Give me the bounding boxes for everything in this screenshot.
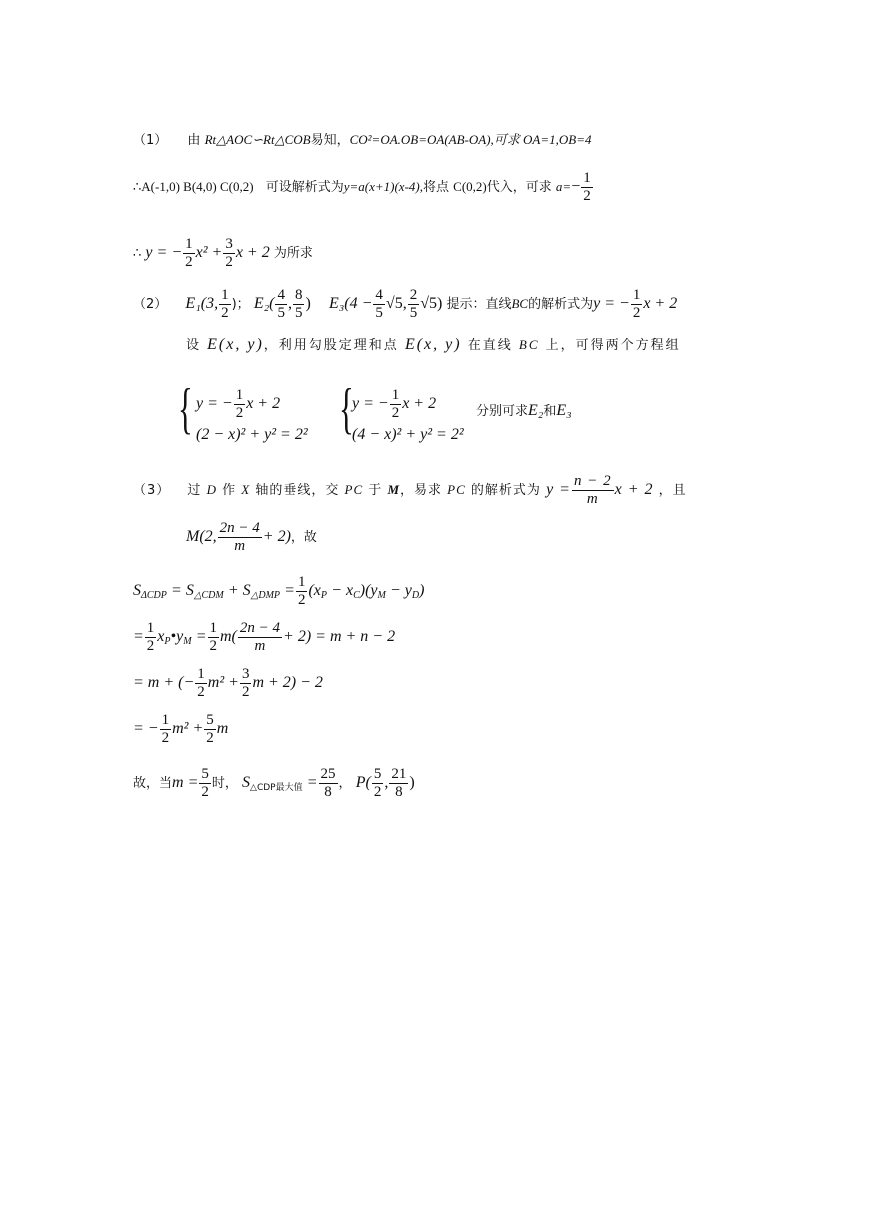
- fraction: [390, 387, 402, 422]
- system1-eq2: [196, 426, 308, 445]
- eq-lhs: y = −: [145, 244, 183, 261]
- final-line: 故，当m = $\frac{5}{2}$ 时， $S_{\triangle CDP最大值}$ = $\frac{25}{8}$ ， P( $\frac{5}{2}$ , $\frac{21}{8}$ ): [133, 766, 415, 800]
- eq-part: (x: [308, 582, 321, 599]
- text: 时，: [211, 776, 238, 791]
- line-eq-tail: x + 2: [643, 295, 678, 312]
- text: 轴的垂线，交: [255, 483, 340, 498]
- eq-part: y = −: [352, 395, 389, 412]
- frac-den: 2: [185, 254, 193, 270]
- fraction: [293, 287, 305, 322]
- text: ，利用勾股定理和点: [263, 338, 399, 353]
- frac-num: 2: [409, 287, 418, 303]
- frac-den: 2: [235, 405, 244, 421]
- frac-den: 2: [225, 254, 233, 270]
- fraction: [204, 712, 216, 747]
- subscript: ΔCDP: [141, 590, 167, 601]
- text: 于: [368, 483, 383, 498]
- calc-line3: [133, 666, 323, 701]
- part1-text-a: 由: [187, 133, 201, 148]
- fraction: [572, 473, 614, 508]
- eq-part: y =: [546, 481, 571, 498]
- e2-point: E₂(: [253, 295, 275, 312]
- fraction: [223, 236, 235, 271]
- frac-num: 5: [206, 712, 214, 728]
- eq-part: m² +: [172, 720, 204, 737]
- fraction: [275, 287, 287, 322]
- text: 的解析式为: [470, 483, 541, 498]
- frac-num: 8: [294, 287, 303, 303]
- fraction: [199, 766, 211, 801]
- fraction: [389, 766, 408, 801]
- frac-num: 1: [632, 287, 641, 303]
- frac-den: 8: [395, 784, 403, 800]
- eq-part: ): [419, 582, 425, 599]
- point-e: E(x, y): [404, 336, 462, 353]
- eq-part: + 2) = m + n − 2: [283, 628, 396, 645]
- fraction: [373, 287, 385, 322]
- eq-part: y = −: [196, 395, 233, 412]
- eq-part: m =: [172, 774, 199, 791]
- frac-den: 2: [632, 305, 641, 321]
- part1-text1: 可设解析式为: [265, 180, 344, 195]
- eq-part: = S: [171, 582, 194, 599]
- eq-part: = m + (−: [133, 674, 195, 691]
- text: ，: [338, 776, 352, 791]
- text: 故，当: [133, 776, 173, 791]
- eq-part: =: [306, 774, 318, 791]
- frac-den: 2: [221, 305, 229, 321]
- part3-line2: [186, 520, 317, 555]
- frac-den: 2: [391, 405, 400, 421]
- frac-den: m: [234, 538, 246, 554]
- frac-num: 2n − 4: [219, 520, 260, 536]
- text: ，故: [290, 530, 317, 545]
- subscript: △DMP: [250, 590, 281, 601]
- frac-den: 2: [197, 684, 205, 700]
- eq-part: − x: [331, 582, 354, 599]
- fraction: [631, 287, 643, 322]
- eq-part: •y: [170, 628, 184, 645]
- frac-num: n − 2: [573, 473, 612, 489]
- part1-point-c: C(0,2): [453, 179, 487, 194]
- line-pc: PC: [447, 482, 466, 497]
- text: 和: [543, 404, 557, 419]
- eq-part: ): [409, 774, 415, 791]
- part1-form: y=a(x+1)(x-4),: [343, 179, 423, 194]
- fraction: [238, 620, 282, 655]
- part1-line2: [133, 170, 594, 205]
- frac-den: 2: [241, 684, 250, 700]
- eq-part: m + 2) − 2: [252, 674, 323, 691]
- part1-text3: 代入，可求: [486, 180, 552, 195]
- part1-text-b: 易知，: [310, 133, 350, 148]
- eq-part: =: [133, 628, 144, 645]
- frac-den: 5: [375, 305, 383, 321]
- frac-num: 1: [583, 170, 591, 186]
- line-pc: PC: [344, 482, 364, 497]
- eq-part: =: [195, 628, 207, 645]
- eq-part: = −: [133, 720, 159, 737]
- frac-den: 2: [373, 784, 382, 800]
- text: 过: [187, 483, 202, 498]
- part1-line3: [133, 236, 313, 271]
- system-note: [476, 402, 572, 421]
- part1-neg: −: [571, 178, 581, 195]
- frac-num: 1: [146, 620, 155, 636]
- frac-num: 1: [297, 574, 306, 590]
- fraction: [160, 712, 172, 747]
- text: 在直线: [467, 338, 513, 353]
- frac-den: 2: [161, 730, 170, 746]
- text: 上，可得两个方程组: [545, 338, 681, 353]
- part1-equation: CO²=OA.OB=OA(AB-OA),可求 OA=1,OB=4: [349, 132, 592, 147]
- frac-num: 1: [185, 236, 193, 252]
- frac-den: 2: [209, 638, 217, 654]
- frac-den: 5: [409, 305, 418, 321]
- x-axis: X: [241, 482, 251, 497]
- hint-text: 提示：直线: [446, 297, 512, 312]
- subscript: P: [164, 636, 171, 647]
- text: 设: [186, 338, 202, 353]
- frac-den: 2: [146, 638, 155, 654]
- frac-den: 5: [294, 305, 303, 321]
- line-bc: BC: [511, 296, 529, 311]
- line-bc: BC: [518, 337, 540, 352]
- eq-part: x + 2: [402, 395, 437, 412]
- frac-num: 1: [209, 620, 217, 636]
- calc-line4: [133, 712, 228, 747]
- frac-den: 2: [201, 784, 209, 800]
- therefore-symbol: ∴: [133, 246, 142, 261]
- fraction: [183, 236, 195, 271]
- eq-tail: x + 2: [235, 244, 270, 261]
- frac-num: 4: [277, 287, 285, 303]
- fraction: [208, 620, 220, 655]
- fraction: [234, 387, 246, 422]
- frac-num: 3: [241, 666, 250, 682]
- left-brace-2: {: [339, 378, 354, 440]
- calc-line2: [133, 620, 395, 655]
- eq-part: (2 − x)² + y² = 2²: [196, 426, 308, 443]
- frac-num: 2n − 4: [239, 620, 281, 636]
- subscript: M: [377, 590, 386, 601]
- part1-similar-triangles: Rt△AOC∽Rt△COB: [204, 132, 311, 147]
- frac-den: 2: [583, 188, 591, 204]
- part1-a-fraction: [581, 170, 593, 205]
- subscript: △CDM: [193, 590, 224, 601]
- subscript: C: [353, 590, 360, 601]
- part2-line1: （2） E₁(3, $\frac{1}{2}$ )； E₂( $\frac{4}{5}$ , $\frac{8}{5}$ ) E₃(4 − $\frac{4}{5}$ √5, $\frac{2}{5}$ √5) 提示：直线BC的解析式为y = − $\frac{1}{2}$ x + 2: [133, 287, 678, 321]
- subscript: P: [320, 590, 328, 601]
- line-eq: y = −: [593, 295, 630, 312]
- eq-part: + 2): [262, 528, 291, 545]
- subscript: D: [411, 590, 420, 601]
- fraction: [372, 766, 384, 801]
- part1-points: A(-1,0) B(4,0) C(0,2): [141, 179, 254, 194]
- hint-text2: 的解析式为: [528, 297, 594, 312]
- part1-conclusion: 为所求: [273, 246, 313, 261]
- eq-part: m: [216, 720, 229, 737]
- e3-point: E₃(4 −: [328, 295, 373, 312]
- therefore-symbol: ∴: [133, 180, 142, 195]
- frac-den: 2: [206, 730, 214, 746]
- frac-den: m: [254, 638, 266, 654]
- fraction: [195, 666, 207, 701]
- fraction: [219, 287, 231, 322]
- eq-part: x + 2: [246, 395, 281, 412]
- separator: )；: [231, 297, 250, 312]
- part1-line1: [133, 131, 591, 150]
- eq-part: − y: [389, 582, 412, 599]
- text: 作: [222, 483, 237, 498]
- part1-a-var: a=: [555, 179, 572, 194]
- fraction: [319, 766, 338, 801]
- eq-part: m(: [220, 628, 237, 645]
- eq-part: S: [242, 774, 251, 791]
- left-brace-1: {: [178, 378, 193, 440]
- eq-mid: x² +: [195, 244, 223, 261]
- fraction: [296, 574, 308, 609]
- frac-num: 1: [161, 712, 170, 728]
- eq-part: )(y: [359, 582, 378, 599]
- part3-line1: [133, 473, 687, 508]
- point-d: D: [206, 482, 217, 497]
- system2-eq1: [352, 387, 436, 422]
- point-m-coords: M(2,: [186, 528, 217, 545]
- eq-part: m² +: [207, 674, 239, 691]
- fraction: [145, 620, 157, 655]
- point-e: E(x, y): [207, 336, 264, 353]
- part2-line2: [186, 336, 681, 355]
- sqrt5: √5): [420, 295, 443, 312]
- eq-part: x: [157, 628, 165, 645]
- eq-part: x + 2: [614, 481, 654, 498]
- frac-num: 21: [391, 766, 407, 782]
- frac-num: 1: [197, 666, 205, 682]
- point-m: M: [387, 482, 400, 497]
- fraction: [408, 287, 420, 322]
- frac-num: 5: [373, 766, 382, 782]
- e1-point: E₁(3,: [185, 295, 219, 312]
- system2-eq2: [352, 426, 464, 445]
- eq-part: P(: [355, 774, 371, 791]
- part2-number: （2）: [133, 297, 168, 312]
- frac-num: 4: [375, 287, 383, 303]
- frac-num: 1: [221, 287, 229, 303]
- frac-num: 1: [391, 387, 400, 403]
- part1-text2: 将点: [423, 180, 450, 195]
- frac-den: 5: [277, 305, 285, 321]
- sqrt5: √5,: [385, 295, 407, 312]
- subscript: M: [183, 636, 192, 647]
- e3: E₃: [556, 402, 572, 419]
- frac-num: 3: [225, 236, 233, 252]
- subscript: △CDP最大值: [250, 783, 303, 793]
- frac-den: 2: [297, 592, 306, 608]
- fraction: [240, 666, 252, 701]
- part1-number: （1）: [133, 133, 168, 148]
- e2: E₂: [528, 402, 544, 419]
- frac-num: 1: [235, 387, 244, 403]
- system1-eq1: [196, 387, 280, 422]
- calc-line1: [133, 574, 424, 609]
- part3-number: （3）: [133, 483, 171, 498]
- text: ，易求: [400, 483, 443, 498]
- frac-num: 25: [320, 766, 336, 782]
- text: ，且: [658, 483, 687, 498]
- frac-den: 8: [324, 784, 332, 800]
- eq-part: + S: [227, 582, 251, 599]
- text: 分别可求: [476, 404, 529, 419]
- eq-part: S: [133, 582, 141, 599]
- frac-den: m: [586, 491, 599, 507]
- fraction: [218, 520, 262, 555]
- eq-part: =: [284, 582, 295, 599]
- frac-num: 5: [201, 766, 209, 782]
- eq-part: (4 − x)² + y² = 2²: [352, 426, 464, 443]
